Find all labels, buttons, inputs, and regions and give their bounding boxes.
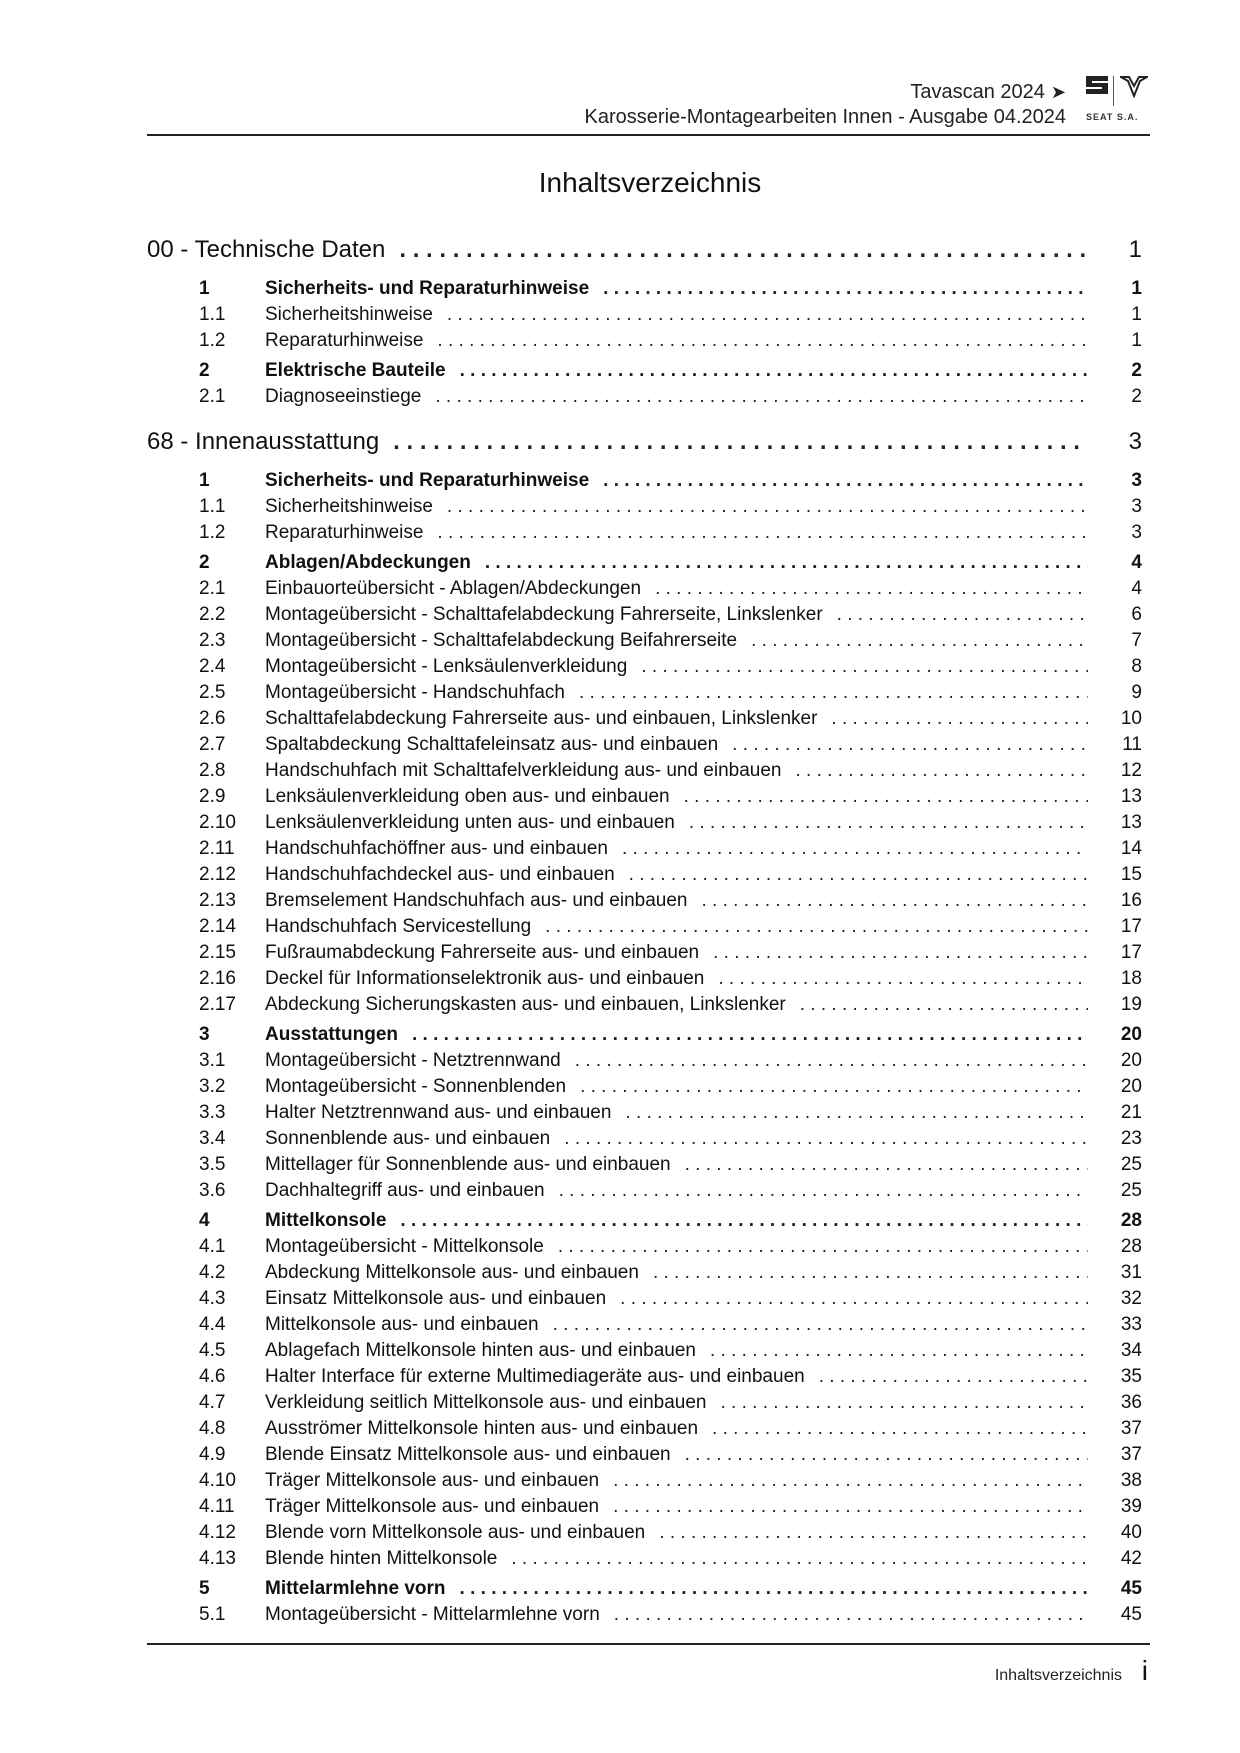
toc-entry-number: 3.5: [199, 1154, 226, 1175]
toc-entry-label: Elektrische Bauteile: [265, 360, 446, 381]
cupra-icon: [1120, 74, 1148, 98]
toc-entry-label: Montageübersicht - Netztrennwand: [265, 1050, 561, 1071]
toc-entry-number: 2.3: [199, 630, 226, 651]
toc-entry-label: Lenksäulenverkleidung oben aus- und einbauen: [265, 786, 670, 807]
dot-leader: [831, 708, 1088, 730]
toc-entry-number: 2.13: [199, 890, 236, 911]
dot-leader: [732, 734, 1088, 756]
toc-entry-page: 12: [1120, 760, 1142, 781]
toc-entry-sub[interactable]: [147, 1154, 1142, 1180]
toc-entry-sub[interactable]: [147, 1418, 1142, 1444]
toc-entry-page: 37: [1120, 1444, 1142, 1465]
logo-separator: [1113, 76, 1114, 106]
toc-entry-page: 17: [1120, 942, 1142, 963]
toc-entry-sub[interactable]: [147, 656, 1142, 682]
dot-leader: [412, 1024, 1088, 1046]
toc-entry-page: 3: [1131, 470, 1142, 491]
toc-entry-page: 1: [1131, 304, 1142, 325]
toc-entry-number: 1: [199, 278, 210, 299]
toc-entry-number: 2.8: [199, 760, 226, 781]
dot-leader: [393, 428, 1088, 456]
toc-entry-label: 00 - Technische Daten: [147, 236, 386, 263]
toc-entry-number: 2.17: [199, 994, 236, 1015]
toc-entry-label: Sicherheits- und Reparaturhinweise: [265, 470, 590, 491]
dot-leader: [575, 1050, 1088, 1072]
toc-entry-page: 36: [1120, 1392, 1142, 1413]
toc-entry-section[interactable]: [147, 470, 1142, 496]
toc-entry-sub[interactable]: [147, 604, 1142, 630]
toc-entry-number: 2.5: [199, 682, 226, 703]
toc-entry-number: 2.7: [199, 734, 226, 755]
toc-entry-page: 7: [1131, 630, 1142, 651]
toc-entry-sub[interactable]: [147, 1340, 1142, 1366]
dot-leader: [718, 968, 1088, 990]
toc-entry-number: 4.5: [199, 1340, 226, 1361]
toc-entry-sub[interactable]: [147, 786, 1142, 812]
toc-entry-number: 4.13: [199, 1548, 236, 1569]
toc-entry-sub[interactable]: [147, 578, 1142, 604]
dot-leader: [614, 1604, 1088, 1626]
dot-leader: [819, 1366, 1088, 1388]
toc-entry-page: 42: [1120, 1548, 1142, 1569]
brand-logo: [1078, 74, 1150, 126]
toc-entry-sub[interactable]: [147, 522, 1142, 548]
toc-entry-number: 3.3: [199, 1102, 226, 1123]
dot-leader: [655, 578, 1088, 600]
dot-leader: [796, 760, 1089, 782]
toc-entry-sub[interactable]: [147, 994, 1142, 1020]
toc-entry-page: 45: [1120, 1604, 1142, 1625]
toc-entry-label: Träger Mittelkonsole aus- und einbauen: [265, 1470, 600, 1491]
toc-entry-page: 34: [1120, 1340, 1142, 1361]
toc-entry-page: 32: [1120, 1288, 1142, 1309]
toc-entry-sub[interactable]: [147, 1392, 1142, 1418]
dot-leader: [721, 1392, 1089, 1414]
toc-entry-number: 2: [199, 552, 210, 573]
toc-entry-section[interactable]: [147, 1024, 1142, 1050]
seat-s-icon: [1084, 74, 1110, 96]
dot-leader: [435, 386, 1088, 408]
toc-entry-page: 28: [1120, 1210, 1142, 1231]
toc-entry-sub[interactable]: [147, 864, 1142, 890]
dot-leader: [558, 1236, 1088, 1258]
toc-entry-page: 40: [1120, 1522, 1142, 1543]
dot-leader: [399, 236, 1088, 264]
dot-leader: [553, 1314, 1088, 1336]
toc-entry-sub[interactable]: [147, 1102, 1142, 1128]
toc-entry-number: 4.4: [199, 1314, 226, 1335]
toc-entry-page: 20: [1120, 1076, 1142, 1097]
dot-leader: [689, 812, 1088, 834]
dot-leader: [511, 1548, 1088, 1570]
toc-entry-page: 11: [1122, 734, 1142, 755]
toc-entry-sub[interactable]: [147, 734, 1142, 760]
dot-leader: [460, 1578, 1088, 1600]
toc-entry-page: 1: [1131, 330, 1142, 351]
toc-entry-page: 25: [1120, 1180, 1142, 1201]
toc-entry-sub[interactable]: [147, 708, 1142, 734]
toc-entry-page: 18: [1120, 968, 1142, 989]
toc-entry-page: 13: [1120, 812, 1142, 833]
toc-entry-page: 3: [1131, 496, 1142, 517]
toc-entry-number: 3.4: [199, 1128, 226, 1149]
toc-entry-number: 2.11: [199, 838, 235, 859]
dot-leader: [622, 838, 1088, 860]
toc-entry-number: 1.2: [199, 522, 226, 543]
dot-leader: [603, 470, 1088, 492]
toc-entry-number: 2.14: [199, 916, 236, 937]
toc-entry-label: Sonnenblende aus- und einbauen: [265, 1128, 551, 1149]
page-header: [147, 72, 1150, 136]
toc-entry-sub[interactable]: [147, 1314, 1142, 1340]
toc-entry-label: Mittelkonsole: [265, 1210, 387, 1231]
toc-entry-number: 1.1: [199, 304, 226, 325]
toc-entry-page: 31: [1120, 1262, 1142, 1283]
toc-entry-number: 4.1: [199, 1236, 226, 1257]
toc-entry-label: Lenksäulenverkleidung unten aus- und einbauen: [265, 812, 675, 833]
toc-entry-section[interactable]: [147, 552, 1142, 578]
dot-leader: [613, 1496, 1088, 1518]
toc-entry-number: 1: [199, 470, 210, 491]
dot-leader: [685, 1444, 1088, 1466]
toc-entry-number: 2.1: [199, 578, 226, 599]
toc-entry-label: Deckel für Informationselektronik aus- und einbauen: [265, 968, 705, 989]
toc-entry-number: 2.12: [199, 864, 236, 885]
dot-leader: [447, 304, 1088, 326]
toc-entry-number: 5: [199, 1578, 210, 1599]
toc-entry-label: Schalttafelabdeckung Fahrerseite aus- und einbauen, Linkslenker: [265, 708, 818, 729]
toc-entry-sub[interactable]: [147, 812, 1142, 838]
toc-entry-label: Halter Netztrennwand aus- und einbauen: [265, 1102, 612, 1123]
toc-entry-number: 2.9: [199, 786, 226, 807]
dot-leader: [437, 522, 1088, 544]
toc-entry-page: 2: [1131, 386, 1142, 407]
brand-text: SEAT S.A.: [1086, 112, 1139, 122]
toc-entry-label: Montageübersicht - Schalttafelabdeckung Beifahrerseite: [265, 630, 738, 651]
dot-leader: [751, 630, 1088, 652]
dot-leader: [559, 1180, 1088, 1202]
toc-entry-number: 2.4: [199, 656, 226, 677]
dot-leader: [603, 278, 1088, 300]
toc-entry-label: Montageübersicht - Sonnenblenden: [265, 1076, 567, 1097]
toc-entry-page: 1: [1128, 236, 1142, 263]
toc-entry-label: Montageübersicht - Lenksäulenverkleidung: [265, 656, 628, 677]
toc-entry-number: 4.10: [199, 1470, 236, 1491]
toc-entry-label: Einbauorteübersicht - Ablagen/Abdeckungen: [265, 578, 642, 599]
toc-entry-number: 5.1: [199, 1604, 226, 1625]
toc-entry-number: 4: [199, 1210, 210, 1231]
toc-entry-label: Reparaturhinweise: [265, 522, 424, 543]
toc-entry-label: Blende hinten Mittelkonsole: [265, 1548, 498, 1569]
toc-entry-label: Handschuhfachdeckel aus- und einbauen: [265, 864, 615, 885]
toc-entry-label: Bremselement Handschuhfach aus- und einbauen: [265, 890, 688, 911]
toc-entry-label: Mittelkonsole aus- und einbauen: [265, 1314, 539, 1335]
dot-leader: [712, 1418, 1088, 1440]
toc-entry-number: 2.16: [199, 968, 236, 989]
toc-entry-sub[interactable]: [147, 1522, 1142, 1548]
dot-leader: [625, 1102, 1088, 1124]
toc-entry-sub[interactable]: [147, 760, 1142, 786]
toc-entry-label: Träger Mittelkonsole aus- und einbauen: [265, 1496, 600, 1517]
toc-entry-page: 39: [1120, 1496, 1142, 1517]
dot-leader: [613, 1470, 1088, 1492]
arrow-right-icon: ➤: [1050, 82, 1066, 102]
toc-entry-page: 8: [1131, 656, 1142, 677]
toc-entry-label: Sicherheits- und Reparaturhinweise: [265, 278, 590, 299]
toc-entry-sub[interactable]: [147, 386, 1142, 412]
toc-entry-page: 1: [1131, 278, 1142, 299]
toc-entry-sub[interactable]: [147, 1470, 1142, 1496]
dot-leader: [447, 496, 1088, 518]
toc-entry-label: Fußraumabdeckung Fahrerseite aus- und einbauen: [265, 942, 700, 963]
toc-entry-sub[interactable]: [147, 330, 1142, 356]
dot-leader: [545, 916, 1088, 938]
toc-entry-label: Mittellager für Sonnenblende aus- und einbauen: [265, 1154, 671, 1175]
header-subtitle: Karosserie-Montagearbeiten Innen - Ausgabe 04.2024: [584, 106, 1066, 128]
toc-entry-number: 3.6: [199, 1180, 226, 1201]
dot-leader: [641, 656, 1088, 678]
toc-entry-number: 2.6: [199, 708, 226, 729]
toc-entry-label: Ablagen/Abdeckungen: [265, 552, 471, 573]
page-footer: [147, 1643, 1150, 1686]
toc-entry-number: 4.2: [199, 1262, 226, 1283]
dot-leader: [629, 864, 1088, 886]
toc-entry-chapter[interactable]: [147, 236, 1142, 274]
toc-entry-number: 4.7: [199, 1392, 226, 1413]
toc-entry-number: 2.1: [199, 386, 226, 407]
toc-entry-sub[interactable]: [147, 1366, 1142, 1392]
dot-leader: [400, 1210, 1088, 1232]
toc-entry-sub[interactable]: [147, 890, 1142, 916]
dot-leader: [702, 890, 1089, 912]
toc-entry-number: 1.1: [199, 496, 226, 517]
toc-entry-sub[interactable]: [147, 942, 1142, 968]
toc-entry-label: Abdeckung Sicherungskasten aus- und einbauen, Linkslenker: [265, 994, 786, 1015]
toc-entry-number: 4.3: [199, 1288, 226, 1309]
toc-entry-sub[interactable]: [147, 630, 1142, 656]
toc-entry-page: 9: [1131, 682, 1142, 703]
toc-entry-page: 16: [1120, 890, 1142, 911]
toc-entry-page: 28: [1120, 1236, 1142, 1257]
toc-entry-page: 13: [1120, 786, 1142, 807]
dot-leader: [710, 1340, 1088, 1362]
toc-entry-sub[interactable]: [147, 916, 1142, 942]
toc-entry-sub[interactable]: [147, 1236, 1142, 1262]
toc-entry-number: 4.11: [199, 1496, 235, 1517]
toc-entry-sub[interactable]: [147, 1288, 1142, 1314]
toc-entry-section[interactable]: [147, 1210, 1142, 1236]
footer-page-number: i: [1141, 1655, 1148, 1686]
toc-entry-section[interactable]: [147, 1578, 1142, 1604]
toc-entry-page: 3: [1131, 522, 1142, 543]
dot-leader: [579, 682, 1088, 704]
dot-leader: [580, 1076, 1088, 1098]
toc-entry-section[interactable]: [147, 360, 1142, 386]
toc-entry-page: 14: [1120, 838, 1142, 859]
toc-entry-label: Ausströmer Mittelkonsole hinten aus- und einbauen: [265, 1418, 699, 1439]
toc-entry-label: 68 - Innenausstattung: [147, 428, 380, 455]
header-text: [585, 80, 1066, 130]
toc-entry-page: 33: [1120, 1314, 1142, 1335]
toc-entry-page: 20: [1120, 1050, 1142, 1071]
toc-entry-number: 2: [199, 360, 210, 381]
toc-entry-sub[interactable]: [147, 1496, 1142, 1522]
dot-leader: [685, 1154, 1088, 1176]
dot-leader: [485, 552, 1088, 574]
toc-entry-page: 6: [1131, 604, 1142, 625]
toc-entry-sub[interactable]: [147, 1444, 1142, 1470]
toc-entry-page: 15: [1120, 864, 1142, 885]
dot-leader: [620, 1288, 1088, 1310]
toc-entry-page: 25: [1120, 1154, 1142, 1175]
toc-entry-label: Handschuhfachöffner aus- und einbauen: [265, 838, 608, 859]
toc-entry-page: 17: [1120, 916, 1142, 937]
dot-leader: [659, 1522, 1088, 1544]
toc-entry-page: 4: [1131, 552, 1142, 573]
toc-entry-label: Spaltabdeckung Schalttafeleinsatz aus- und einbauen: [265, 734, 719, 755]
toc-entry-page: 2: [1131, 360, 1142, 381]
page-title: Inhaltsverzeichnis: [538, 167, 762, 198]
toc-entry-page: 4: [1131, 578, 1142, 599]
toc-entry-sub[interactable]: [147, 1076, 1142, 1102]
toc-entry-number: 4.8: [199, 1418, 226, 1439]
toc-entry-page: 20: [1120, 1024, 1142, 1045]
toc-entry-number: 3: [199, 1024, 210, 1045]
toc-entry-label: Dachhaltegriff aus- und einbauen: [265, 1180, 545, 1201]
dot-leader: [684, 786, 1088, 808]
toc-entry-sub[interactable]: [147, 1262, 1142, 1288]
toc-entry-label: Mittelarmlehne vorn: [265, 1578, 446, 1599]
toc-entry-label: Blende Einsatz Mittelkonsole aus- und einbauen: [265, 1444, 671, 1465]
toc-entry-page: 21: [1120, 1102, 1142, 1123]
toc-entry-page: 35: [1120, 1366, 1142, 1387]
toc-entry-sub[interactable]: [147, 1050, 1142, 1076]
toc-entry-sub[interactable]: [147, 682, 1142, 708]
toc-entry-label: Montageübersicht - Handschuhfach: [265, 682, 565, 703]
toc-entry-number: 4.9: [199, 1444, 226, 1465]
toc-entry-number: 3.2: [199, 1076, 226, 1097]
toc-entry-sub[interactable]: [147, 304, 1142, 330]
dot-leader: [437, 330, 1088, 352]
toc-entry-sub[interactable]: [147, 1604, 1142, 1630]
toc-entry-sub[interactable]: [147, 496, 1142, 522]
toc-entry-page: 23: [1120, 1128, 1142, 1149]
toc-entry-label: Handschuhfach mit Schalttafelverkleidung aus- und einbauen: [265, 760, 782, 781]
dot-leader: [564, 1128, 1088, 1150]
toc-entry-chapter[interactable]: [147, 428, 1142, 466]
dot-leader: [653, 1262, 1088, 1284]
toc-entry-page: 19: [1120, 994, 1142, 1015]
toc-entry-page: 45: [1120, 1578, 1142, 1599]
header-model: Tavascan 2024: [910, 81, 1045, 103]
toc-entry-label: Montageübersicht - Mittelkonsole: [265, 1236, 544, 1257]
toc-entry-label: Einsatz Mittelkonsole aus- und einbauen: [265, 1288, 607, 1309]
toc-entry-page: 10: [1120, 708, 1142, 729]
toc-entry-sub[interactable]: [147, 1180, 1142, 1206]
table-of-contents: [147, 236, 1142, 1630]
dot-leader: [713, 942, 1088, 964]
toc-entry-label: Reparaturhinweise: [265, 330, 424, 351]
toc-entry-label: Diagnoseeinstiege: [265, 386, 422, 407]
toc-entry-page: 3: [1128, 428, 1142, 455]
toc-entry-label: Verkleidung seitlich Mittelkonsole aus- und einbauen: [265, 1392, 707, 1413]
toc-entry-number: 4.6: [199, 1366, 226, 1387]
toc-entry-label: Ablagefach Mittelkonsole hinten aus- und einbauen: [265, 1340, 696, 1361]
dot-leader: [460, 360, 1088, 382]
dot-leader: [800, 994, 1088, 1016]
toc-entry-number: 2.2: [199, 604, 226, 625]
toc-entry-label: Handschuhfach Servicestellung: [265, 916, 532, 937]
toc-entry-number: 2.10: [199, 812, 236, 833]
dot-leader: [837, 604, 1088, 626]
toc-entry-sub[interactable]: [147, 838, 1142, 864]
toc-entry-label: Abdeckung Mittelkonsole aus- und einbauen: [265, 1262, 639, 1283]
footer-label: Inhaltsverzeichnis: [994, 1667, 1122, 1684]
toc-entry-sub[interactable]: [147, 1128, 1142, 1154]
toc-entry-label: Ausstattungen: [265, 1024, 398, 1045]
toc-entry-label: Montageübersicht - Mittelarmlehne vorn: [265, 1604, 600, 1625]
toc-entry-sub[interactable]: [147, 1548, 1142, 1574]
toc-entry-number: 4.12: [199, 1522, 236, 1543]
toc-entry-label: Halter Interface für externe Multimediageräte aus- und einbauen: [265, 1366, 805, 1387]
toc-entry-number: 3.1: [199, 1050, 226, 1071]
toc-entry-page: 38: [1120, 1470, 1142, 1491]
toc-entry-label: Montageübersicht - Schalttafelabdeckung Fahrerseite, Linkslenker: [265, 604, 823, 625]
toc-entry-label: Blende vorn Mittelkonsole aus- und einbauen: [265, 1522, 646, 1543]
toc-entry-number: 1.2: [199, 330, 226, 351]
toc-entry-number: 2.15: [199, 942, 236, 963]
toc-entry-label: Sicherheitshinweise: [265, 304, 433, 325]
toc-entry-page: 37: [1120, 1418, 1142, 1439]
toc-entry-section[interactable]: [147, 278, 1142, 304]
toc-entry-label: Sicherheitshinweise: [265, 496, 433, 517]
toc-entry-sub[interactable]: [147, 968, 1142, 994]
